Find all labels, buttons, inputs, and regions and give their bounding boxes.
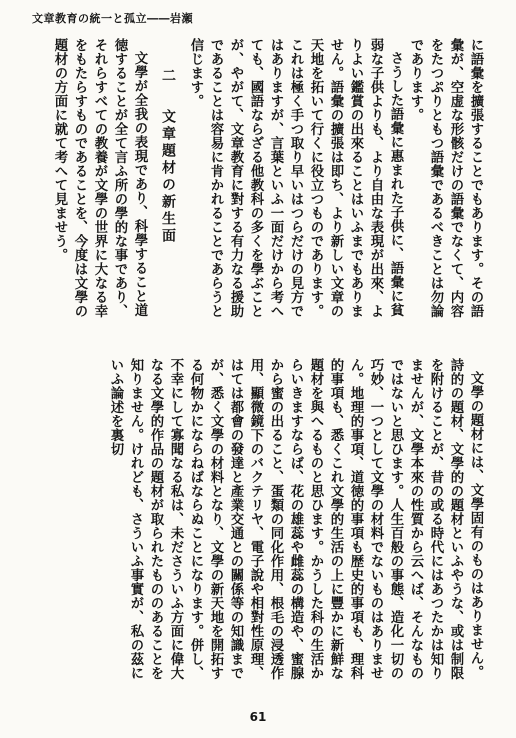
paragraph-subject-matter: 文學の題材には、文學固有のものはありません。詩的の題材、文學的の題材といふやうな、或は制限を附けることが、昔の或る時代にはあつたかは知りませんが、文學本來の性質から云へば、そんなものではないと思ひます。人生百般の事態、造化一切の巧妙、一つとして文學の材料でないものはありません。地理的事項、道徳的事項も歴史的事項も、理科的事項も、悉くこれ文學的生活の上に豐かに新鮮な題材を與へるものと思ひます。かうした科の生活からいきますならば、花の雄蕊や雌蕊の構造や、蜜腺から蜜の出ること、蛋類の同化作用、根毛の浸透作用、顯微鏡下のバクテリヤ、電子說や相對性原理、はては都會の發達と產業交通との關係等の知識までが、悉く文學の材料となり、文學の新天地を開拓する何物かにならねばならぬことになります。併し、不幸にして寡聞なる私は、未ださういふ方面に偉大なる文學的作品の題材が取られたもののあることを知りません。けれども、さういふ事實が、私の茲にいふ論述を裏切 bbox=[108, 358, 484, 680]
section-title: 文章題材の新生面 bbox=[160, 108, 176, 245]
section-number: 二 bbox=[160, 68, 176, 85]
running-head: 文章教育の統一と孤立――岩瀬 bbox=[32, 12, 193, 25]
lower-text-block bbox=[106, 358, 486, 688]
page-number: 61 bbox=[249, 710, 267, 724]
section-heading bbox=[158, 38, 178, 318]
paragraph-vocabulary: さうした語彙に惠まれた子供に、語彙に貧弱な子供よりも、より自由な表現が出來、よりよい鑑賞の出來ることはいふまでもありません。語彙の擴張は即ち、より新しい文章の天地を拓いて行くに役立つものであります。これは極く手つ取り早いはつらだけの見方ではありますが、言葉といふ一面だけから考へても、國語ならざる他教科の多くを學ぶことが、やがて、文章教育に對する有力なる援助であることは容易に肯かれることであらうと信じます。 bbox=[188, 38, 404, 318]
upper-text-block bbox=[50, 38, 486, 318]
paragraph-continuation: に語彙を擴張することでもあります。その語彙が、空虚な形骸だけの語彙でなくて、内容をたつぷりともつ語彙であるべきことは勿論であります。 bbox=[408, 38, 484, 318]
paragraph-literature-intro: 文學が全我の表現であり、科學すること道徳することが全て言ふ所の學的な事であり、それらすべての教養が文學の世界に大なる幸をもたらすものであることを、今度は文學の題材の方面に就て考へて見ませう。 bbox=[52, 38, 148, 318]
